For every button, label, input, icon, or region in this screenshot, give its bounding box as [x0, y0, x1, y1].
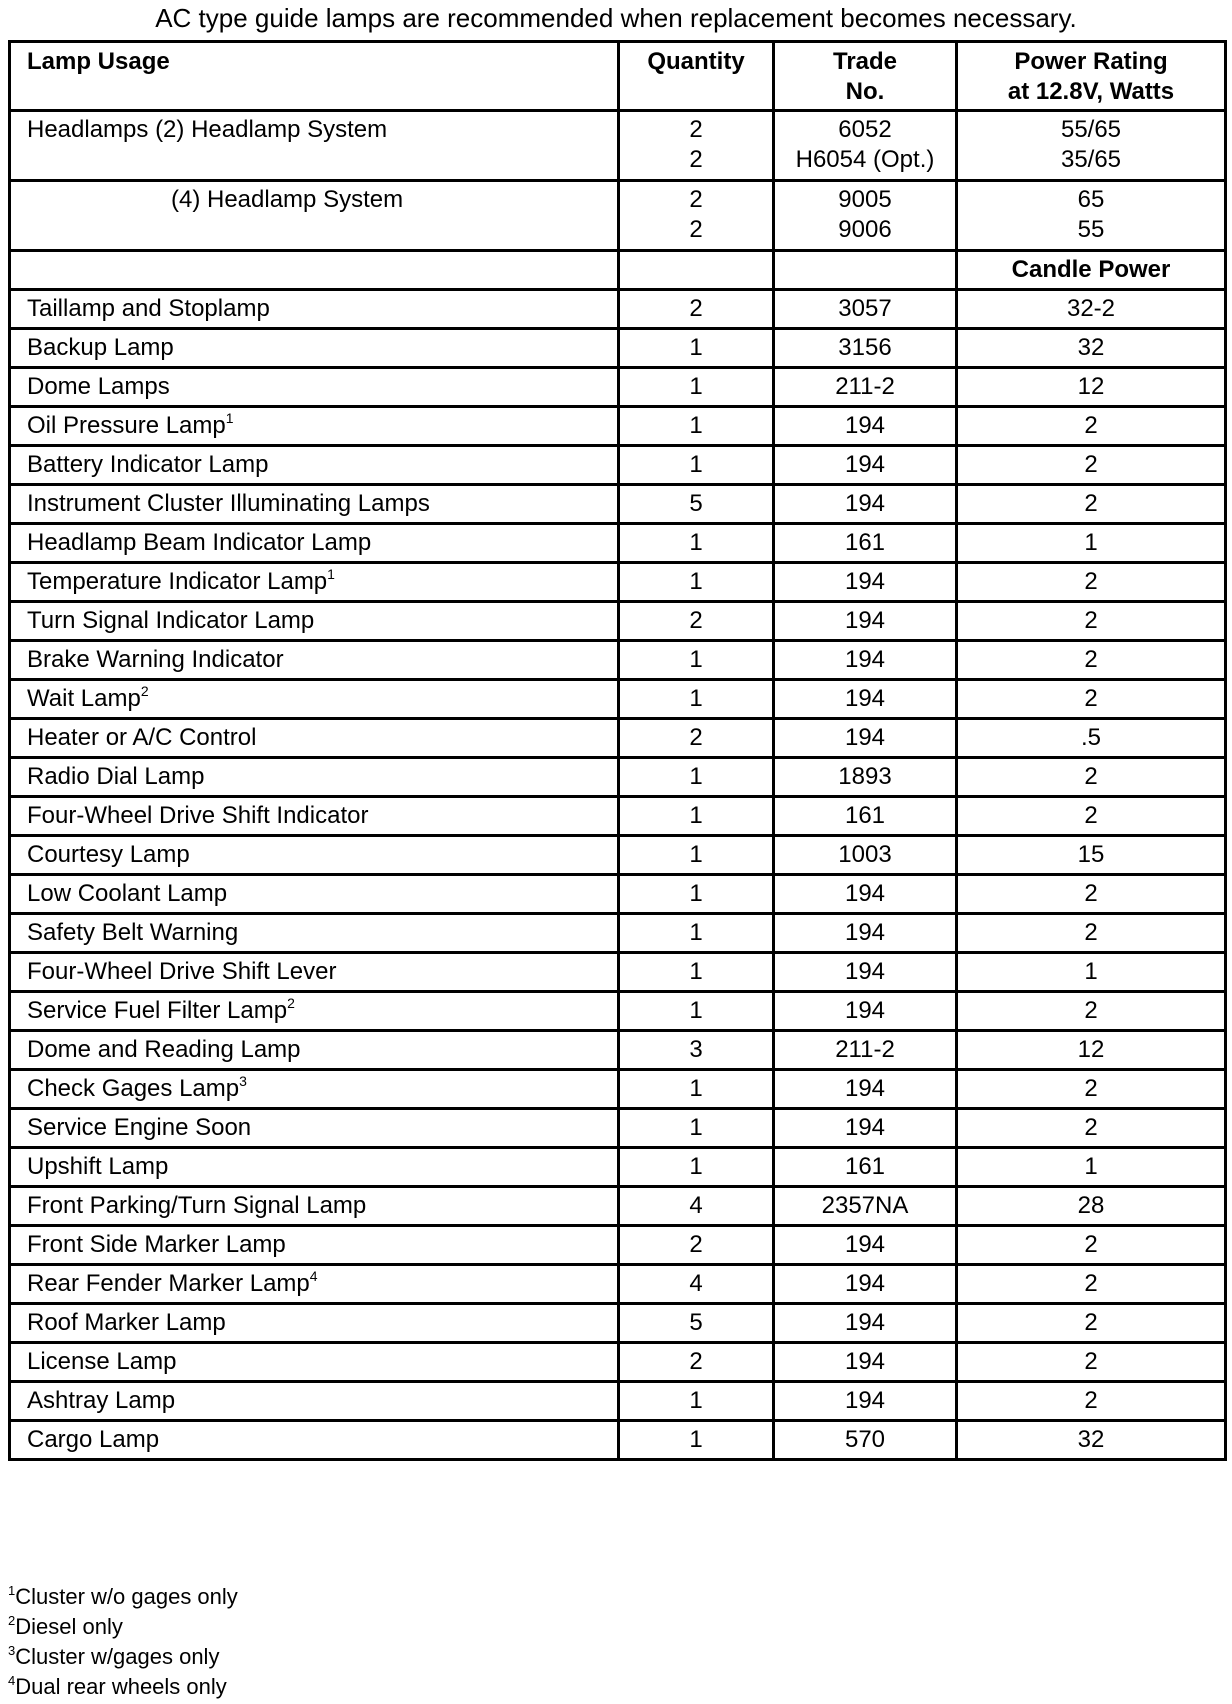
lamp-trade-no: 194	[774, 485, 957, 524]
table-row	[10, 1148, 1226, 1187]
lamp-usage: Ashtray Lamp	[27, 1387, 176, 1414]
headlamp-quantity	[619, 181, 774, 251]
lamp-usage-cell	[10, 758, 619, 797]
lamp-power: 12	[957, 1031, 1226, 1070]
lamp-power: 2	[957, 485, 1226, 524]
headlamp-trade	[774, 181, 957, 251]
lamp-quantity: 1	[619, 1148, 774, 1187]
lamp-trade-no: 194	[774, 407, 957, 446]
lamp-quantity: 2	[619, 290, 774, 329]
lamp-trade-no: 194	[774, 680, 957, 719]
table-row	[10, 953, 1226, 992]
candle-power-header-row	[10, 251, 1226, 290]
header-power-rating	[957, 42, 1226, 111]
lamp-quantity: 2	[619, 1226, 774, 1265]
lamp-power: 2	[957, 914, 1226, 953]
lamp-usage: Front Side Marker Lamp	[27, 1231, 286, 1258]
lamp-power: 2	[957, 446, 1226, 485]
lamp-power: 2	[957, 1070, 1226, 1109]
lamp-quantity: 1	[619, 758, 774, 797]
headlamp-power	[957, 181, 1226, 251]
table-row	[10, 992, 1226, 1031]
lamp-usage-cell	[10, 836, 619, 875]
headlamp-usage: Headlamps (2) Headlamp System	[10, 111, 619, 181]
lamp-trade-no: 3057	[774, 290, 957, 329]
lamp-usage: Temperature Indicator Lamp	[27, 568, 328, 595]
lamp-quantity: 1	[619, 914, 774, 953]
lamp-usage-cell	[10, 407, 619, 446]
headlamp-trade-value: 9006	[838, 216, 892, 243]
lamp-quantity: 2	[619, 719, 774, 758]
lamp-power: 2	[957, 641, 1226, 680]
lamp-usage: Oil Pressure Lamp	[27, 412, 226, 439]
lamp-trade-no: 2357NA	[774, 1187, 957, 1226]
lamp-power: 2	[957, 1226, 1226, 1265]
headlamp-power-value: 65	[1077, 186, 1105, 213]
headlamp-power	[957, 111, 1226, 181]
lamp-usage: Low Coolant Lamp	[27, 880, 228, 907]
lamp-usage-cell	[10, 329, 619, 368]
table-row	[10, 1421, 1226, 1460]
table-row	[10, 1382, 1226, 1421]
footnote-marker: 3	[239, 1073, 247, 1089]
lamp-power: 2	[957, 758, 1226, 797]
footnote	[8, 1672, 238, 1702]
table-row	[10, 875, 1226, 914]
lamp-trade-no: 194	[774, 563, 957, 602]
lamp-usage-cell	[10, 446, 619, 485]
lamp-power: 32-2	[957, 290, 1226, 329]
footnote-text: Cluster w/gages only	[15, 1644, 220, 1669]
table-row	[10, 1226, 1226, 1265]
lamp-usage-cell	[10, 368, 619, 407]
lamp-trade-no: 1893	[774, 758, 957, 797]
table-row	[10, 446, 1226, 485]
lamp-usage-cell	[10, 641, 619, 680]
lamp-quantity: 1	[619, 407, 774, 446]
header-power-line1: Power Rating	[1014, 48, 1168, 75]
lamp-trade-no: 194	[774, 641, 957, 680]
table-row	[10, 914, 1226, 953]
lamp-usage-cell	[10, 1421, 619, 1460]
lamp-usage-cell	[10, 524, 619, 563]
footnote	[8, 1612, 238, 1642]
lamp-power: 2	[957, 1382, 1226, 1421]
lamp-usage-cell	[10, 680, 619, 719]
lamp-quantity: 4	[619, 1187, 774, 1226]
lamp-trade-no: 194	[774, 992, 957, 1031]
headlamp-row-2-system	[10, 111, 1226, 181]
headlamp-quantity	[619, 111, 774, 181]
lamp-usage: Instrument Cluster Illuminating Lamps	[27, 490, 430, 517]
replacement-note: AC type guide lamps are recommended when replacement becomes necessary.	[155, 3, 1077, 33]
lamp-usage: Courtesy Lamp	[27, 841, 190, 868]
lamp-usage-cell	[10, 1343, 619, 1382]
lamp-usage-cell	[10, 953, 619, 992]
header-lamp-usage: Lamp Usage	[10, 42, 619, 111]
lamp-power: 15	[957, 836, 1226, 875]
lamp-power: 32	[957, 329, 1226, 368]
footnote-number: 4	[8, 1673, 16, 1688]
table-row	[10, 1070, 1226, 1109]
lamp-usage: Check Gages Lamp	[27, 1075, 240, 1102]
lamp-trade-no: 194	[774, 953, 957, 992]
headlamp-quantity-value: 2	[689, 216, 703, 243]
headlamp-trade-value: 9005	[838, 186, 892, 213]
footnote-number: 1	[8, 1583, 16, 1598]
footnote-marker: 4	[309, 1268, 318, 1284]
header-trade-no	[774, 42, 957, 111]
lamp-trade-no: 194	[774, 719, 957, 758]
lamp-usage: Dome Lamps	[27, 373, 170, 400]
headlamp-quantity-value: 2	[689, 186, 703, 213]
lamp-usage-cell	[10, 719, 619, 758]
footnote-text: Diesel only	[15, 1614, 123, 1639]
headlamp-row-4-system	[10, 181, 1226, 251]
lamp-quantity: 1	[619, 368, 774, 407]
lamp-usage-cell	[10, 1382, 619, 1421]
lamp-usage-cell	[10, 992, 619, 1031]
lamp-quantity: 1	[619, 1421, 774, 1460]
lamp-trade-no: 194	[774, 446, 957, 485]
lamp-power: 2	[957, 680, 1226, 719]
lamp-usage: Turn Signal Indicator Lamp	[27, 607, 315, 634]
lamp-usage-cell	[10, 1070, 619, 1109]
header-trade-line1: Trade	[832, 48, 898, 75]
lamp-trade-no: 161	[774, 524, 957, 563]
lamp-usage-cell	[10, 1109, 619, 1148]
footnote-number: 3	[8, 1643, 16, 1658]
lamp-usage: Front Parking/Turn Signal Lamp	[27, 1192, 367, 1219]
lamp-quantity: 2	[619, 1343, 774, 1382]
table-row	[10, 797, 1226, 836]
footnotes	[8, 1582, 238, 1702]
lamp-usage: Service Engine Soon	[27, 1114, 252, 1141]
lamp-usage: Four-Wheel Drive Shift Lever	[27, 958, 337, 985]
lamp-trade-no: 161	[774, 797, 957, 836]
header-quantity: Quantity	[619, 42, 774, 111]
lamp-quantity: 5	[619, 485, 774, 524]
lamp-usage: Brake Warning Indicator	[27, 646, 284, 673]
table-row	[10, 407, 1226, 446]
lamp-trade-no: 570	[774, 1421, 957, 1460]
lamp-trade-no: 194	[774, 1070, 957, 1109]
footnote-text: Cluster w/o gages only	[15, 1584, 238, 1609]
lamp-quantity: 1	[619, 875, 774, 914]
lamp-quantity: 1	[619, 641, 774, 680]
lamp-usage: Headlamp Beam Indicator Lamp	[27, 529, 372, 556]
lamp-trade-no: 194	[774, 1343, 957, 1382]
lamp-quantity: 1	[619, 680, 774, 719]
table-row	[10, 836, 1226, 875]
lamp-trade-no: 194	[774, 1265, 957, 1304]
lamp-usage: Cargo Lamp	[27, 1426, 160, 1453]
empty-cell	[619, 251, 774, 290]
footnote-marker: 1	[225, 410, 234, 426]
lamp-usage: Upshift Lamp	[27, 1153, 169, 1180]
lamp-usage-cell	[10, 1031, 619, 1070]
lamp-usage: Service Fuel Filter Lamp	[27, 997, 288, 1024]
lamp-power: 2	[957, 602, 1226, 641]
lamp-power: 2	[957, 1265, 1226, 1304]
lamp-quantity: 1	[619, 446, 774, 485]
lamp-trade-no: 194	[774, 1109, 957, 1148]
headlamp-usage: (4) Headlamp System	[10, 181, 619, 251]
lamp-trade-no: 1003	[774, 836, 957, 875]
table-row	[10, 680, 1226, 719]
headlamp-trade-value: H6054 (Opt.)	[795, 146, 935, 173]
lamp-power: 1	[957, 953, 1226, 992]
lamp-quantity: 1	[619, 1382, 774, 1421]
lamp-quantity: 1	[619, 563, 774, 602]
lamp-usage-cell	[10, 1304, 619, 1343]
table-row	[10, 329, 1226, 368]
table-row	[10, 602, 1226, 641]
lamp-quantity: 1	[619, 1109, 774, 1148]
lamp-power: 2	[957, 875, 1226, 914]
lamp-usage: Backup Lamp	[27, 334, 174, 361]
lamp-usage: Rear Fender Marker Lamp	[27, 1270, 310, 1297]
lamp-specification-table	[8, 40, 1227, 1461]
lamp-trade-no: 211-2	[774, 1031, 957, 1070]
lamp-power: .5	[957, 719, 1226, 758]
footnote-marker: 2	[140, 683, 149, 699]
table-row	[10, 1343, 1226, 1382]
table-row	[10, 1109, 1226, 1148]
table-row	[10, 1265, 1226, 1304]
lamp-trade-no: 194	[774, 1226, 957, 1265]
lamp-usage-cell	[10, 602, 619, 641]
lamp-usage: Taillamp and Stoplamp	[27, 295, 270, 322]
lamp-trade-no: 194	[774, 1382, 957, 1421]
lamp-quantity: 1	[619, 953, 774, 992]
lamp-quantity: 1	[619, 524, 774, 563]
headlamp-power-value: 55/65	[1060, 116, 1122, 143]
footnote	[8, 1582, 238, 1612]
table-row	[10, 563, 1226, 602]
lamp-usage-cell	[10, 875, 619, 914]
table-row	[10, 368, 1226, 407]
lamp-trade-no: 211-2	[774, 368, 957, 407]
table-header-row	[10, 42, 1226, 111]
lamp-quantity: 1	[619, 992, 774, 1031]
header-trade-line2: No.	[845, 78, 885, 105]
lamp-quantity: 1	[619, 836, 774, 875]
lamp-quantity: 1	[619, 797, 774, 836]
lamp-usage-cell	[10, 563, 619, 602]
headlamp-power-value: 55	[1077, 216, 1105, 243]
headlamp-trade	[774, 111, 957, 181]
lamp-trade-no: 194	[774, 875, 957, 914]
table-row	[10, 290, 1226, 329]
lamp-usage: Heater or A/C Control	[27, 724, 257, 751]
lamp-power: 2	[957, 407, 1226, 446]
lamp-usage: Battery Indicator Lamp	[27, 451, 269, 478]
headlamp-quantity-value: 2	[689, 146, 703, 173]
lamp-usage-cell	[10, 914, 619, 953]
lamp-usage: Safety Belt Warning	[27, 919, 239, 946]
lamp-usage: License Lamp	[27, 1348, 177, 1375]
lamp-power: 1	[957, 524, 1226, 563]
empty-cell	[10, 251, 619, 290]
table-row	[10, 1031, 1226, 1070]
lamp-trade-no: 161	[774, 1148, 957, 1187]
lamp-power: 12	[957, 368, 1226, 407]
lamp-power: 1	[957, 1148, 1226, 1187]
lamp-quantity: 3	[619, 1031, 774, 1070]
lamp-usage-cell	[10, 1148, 619, 1187]
lamp-usage: Four-Wheel Drive Shift Indicator	[27, 802, 369, 829]
lamp-trade-no: 3156	[774, 329, 957, 368]
headlamp-trade-value: 6052	[838, 116, 892, 143]
table-row	[10, 1304, 1226, 1343]
lamp-usage: Roof Marker Lamp	[27, 1309, 226, 1336]
lamp-power: 2	[957, 797, 1226, 836]
table-row	[10, 524, 1226, 563]
lamp-quantity: 1	[619, 329, 774, 368]
headlamp-power-value: 35/65	[1060, 146, 1122, 173]
lamp-usage-cell	[10, 1226, 619, 1265]
lamp-usage-cell	[10, 1265, 619, 1304]
candle-power-header: Candle Power	[957, 251, 1226, 290]
lamp-quantity: 4	[619, 1265, 774, 1304]
lamp-usage-cell	[10, 290, 619, 329]
empty-cell	[774, 251, 957, 290]
table-row	[10, 641, 1226, 680]
header-power-line2: at 12.8V, Watts	[1007, 78, 1175, 105]
footnote-text: Dual rear wheels only	[15, 1674, 227, 1699]
lamp-power: 2	[957, 1304, 1226, 1343]
lamp-usage: Radio Dial Lamp	[27, 763, 205, 790]
table-row	[10, 758, 1226, 797]
lamp-trade-no: 194	[774, 1304, 957, 1343]
lamp-quantity: 1	[619, 1070, 774, 1109]
lamp-usage: Dome and Reading Lamp	[27, 1036, 301, 1063]
lamp-usage: Wait Lamp	[27, 685, 141, 712]
lamp-usage-cell	[10, 485, 619, 524]
lamp-trade-no: 194	[774, 914, 957, 953]
table-row	[10, 485, 1226, 524]
footnote-marker: 2	[287, 995, 295, 1011]
lamp-power: 2	[957, 1343, 1226, 1382]
lamp-trade-no: 194	[774, 602, 957, 641]
lamp-power: 32	[957, 1421, 1226, 1460]
lamp-power: 28	[957, 1187, 1226, 1226]
lamp-quantity: 5	[619, 1304, 774, 1343]
footnote-number: 2	[8, 1613, 16, 1628]
lamp-usage-cell	[10, 1187, 619, 1226]
footnote	[8, 1642, 238, 1672]
footnote-marker: 1	[327, 566, 335, 582]
table-row	[10, 1187, 1226, 1226]
lamp-quantity: 2	[619, 602, 774, 641]
lamp-usage-cell	[10, 797, 619, 836]
table-row	[10, 719, 1226, 758]
headlamp-quantity-value: 2	[689, 116, 703, 143]
lamp-power: 2	[957, 1109, 1226, 1148]
lamp-power: 2	[957, 563, 1226, 602]
lamp-power: 2	[957, 992, 1226, 1031]
